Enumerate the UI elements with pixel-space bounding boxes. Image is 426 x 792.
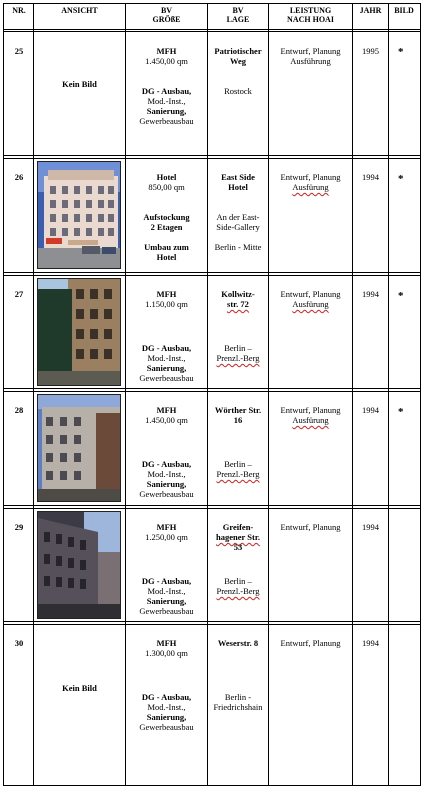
- row-nr: 29: [14, 522, 24, 532]
- size-cell: Hotel 850,00 qm Aufstockung 2 Etagen Umbau zum Hotel: [143, 172, 190, 262]
- asterisk-icon: *: [398, 406, 404, 418]
- year-cell: 1994: [362, 405, 379, 415]
- year-cell: 1994: [362, 289, 379, 299]
- row-nr: 27: [14, 289, 24, 299]
- asterisk-icon: *: [398, 173, 404, 185]
- row-divider: [3, 508, 421, 509]
- row-nr: 26: [14, 172, 24, 182]
- row-divider: [3, 505, 421, 506]
- location-cell: Kollwitz- str. 72 Berlin – Prenzl.-Berg: [216, 289, 260, 363]
- year-cell: 1994: [362, 172, 379, 182]
- year-cell: 1994: [362, 638, 379, 648]
- service-cell: Entwurf, Planung Ausfürung: [280, 289, 341, 309]
- year-cell: 1995: [362, 46, 379, 56]
- row-divider: [3, 158, 421, 159]
- row-nr: 25: [14, 46, 24, 56]
- row-divider: [3, 272, 421, 273]
- header-bild: BILD: [394, 6, 414, 15]
- asterisk-icon: *: [398, 290, 404, 302]
- service-cell: Entwurf, Planung: [280, 522, 341, 532]
- kollwitzstr-building-photo: [37, 278, 121, 386]
- size-cell: MFH 1.450,00 qm DG - Ausbau, Mod.-Inst., Sanierung, Gewerbeausbau: [139, 405, 194, 499]
- size-cell: MFH 1.450,00 qm DG - Ausbau, Mod.-Inst., Sanierung, Gewerbeausbau: [139, 46, 194, 126]
- size-cell: MFH 1.250,00 qm DG - Ausbau, Mod.-Inst., Sanierung, Gewerbeausbau: [139, 522, 194, 616]
- location-cell: East Side Hotel An der East- Side-Gallery Berlin - Mitte: [214, 172, 262, 252]
- column-divider: [388, 3, 389, 786]
- row-divider: [3, 621, 421, 622]
- location-cell: Weserstr. 8 Berlin - Friedrichshain: [213, 638, 263, 712]
- column-divider: [268, 3, 269, 786]
- row-divider: [3, 624, 421, 625]
- woerther-str-building-photo: [37, 394, 121, 502]
- size-cell: MFH 1.150,00 qm DG - Ausbau, Mod.-Inst., Sanierung, Gewerbeausbau: [139, 289, 194, 383]
- year-cell: 1994: [362, 522, 379, 532]
- column-divider: [33, 3, 34, 786]
- header-jahr: JAHR: [359, 6, 382, 15]
- service-cell: Entwurf, Planung Ausführung: [280, 46, 341, 66]
- header-bv-lage: BV LAGE: [226, 6, 250, 24]
- row-divider: [3, 155, 421, 156]
- service-cell: Entwurf, Planung Ausfürung: [280, 405, 341, 425]
- location-cell: Greifen- hagener Str. 53 Berlin – Prenzl.-Berg: [216, 522, 260, 596]
- size-cell: MFH 1.300,00 qm DG - Ausbau, Mod.-Inst., Sanierung, Gewerbeausbau: [139, 638, 194, 732]
- hotel-building-photo: [37, 161, 121, 269]
- row-nr: 28: [14, 405, 24, 415]
- row-nr: 30: [14, 638, 24, 648]
- service-cell: Entwurf, Planung: [280, 638, 341, 648]
- location-cell: Patriotischer Weg Rostock: [214, 46, 262, 96]
- location-cell: Wörther Str. 16 Berlin – Prenzl.-Berg: [214, 405, 262, 479]
- row-divider: [3, 275, 421, 276]
- asterisk-icon: *: [398, 46, 404, 58]
- greifenhagener-str-building-photo: [37, 511, 121, 619]
- header-leistung: LEISTUNG NACH HOAI: [287, 6, 334, 24]
- header-nr: NR.: [12, 6, 26, 15]
- row-divider: [3, 391, 421, 392]
- column-divider: [352, 3, 353, 786]
- header-ansicht: ANSICHT: [61, 6, 98, 15]
- header-divider: [3, 31, 421, 32]
- header-bv-groesse: BV GRÖßE: [152, 6, 181, 24]
- service-cell: Entwurf, Planung Ausfürung: [280, 172, 341, 192]
- ansicht-no-image: Kein Bild: [62, 79, 97, 89]
- ansicht-no-image: Kein Bild: [62, 683, 97, 693]
- row-divider: [3, 388, 421, 389]
- header-divider: [3, 29, 421, 30]
